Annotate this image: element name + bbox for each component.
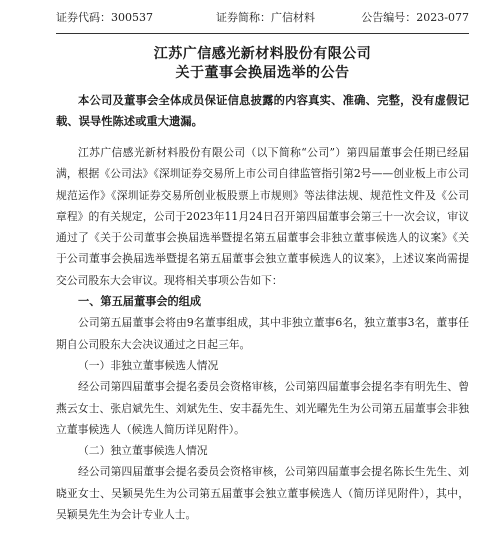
announcement-body <box>56 142 469 525</box>
stock-code: 证券代码：300537 <box>56 11 153 24</box>
company-name: 江苏广信感光新材料股份有限公司 <box>153 46 372 62</box>
subsection-heading-independent: （二）独立董事候选人情况 <box>78 444 208 458</box>
section-heading-board-composition: 一、第五届董事会的组成 <box>78 295 202 309</box>
non-independent-paragraph: 经公司第四届董事会提名委员会资格审核，公司第四届董事会提名李有明先生、曾燕云女士、张启斌先生、刘斌先生、安丰磊先生、刘光曜先生为公司第五届董事会非独立董事候选人（候选人简历详见附件）。 <box>56 380 469 436</box>
board-declaration: 本公司及董事会全体成员保证信息披露的内容真实、准确、完整，没有虚假记载、误导性陈述或重大遗漏。 <box>56 94 469 128</box>
intro-paragraph: 江苏广信感光新材料股份有限公司（以下简称“公司”）第四届董事会任期已经届满，根据《公司法》《深圳证券交易所上市公司自律监管指引第2号——创业板上市公司规范运作》《深圳证券交易所创业板股票上市规则》等法律法规、规范性文件及《公司章程》的有关规定，公司于2023年11月24日召开第四届董事会第三十一次会议，审议通过了《关于公司董事会换届选举暨提名第五届董事会非独立董事候选人的议案》《关于公司董事会换届选举暨提名第五届董事会独立董事候选人的议案》，上述议案尚需提交公司股东大会审议。现将相关事项公告如下： <box>56 146 469 287</box>
title-block <box>56 45 469 83</box>
board-composition-paragraph: 公司第五届董事会将由9名董事组成，其中非独立董事6名，独立董事3名，董事任期自公司股东大会决议通过之日起三年。 <box>56 316 469 351</box>
announcement-number: 公告编号：2023-077 <box>361 11 469 24</box>
subsection-heading-non-independent: （一）非独立董事候选人情况 <box>78 358 219 372</box>
stock-abbreviation: 证券简称：广信材料 <box>216 11 315 24</box>
header-bar <box>56 10 469 26</box>
independent-paragraph: 经公司第四届董事会提名委员会资格审核，公司第四届董事会提名陈长生先生、刘晓亚女士、吴颖昊先生为公司第五届董事会独立董事候选人（简历详见附件），其中，吴颖昊先生为会计专业人士。 <box>56 465 469 522</box>
announcement-title: 关于董事会换届选举的公告 <box>175 65 350 81</box>
header-divider <box>56 33 469 34</box>
